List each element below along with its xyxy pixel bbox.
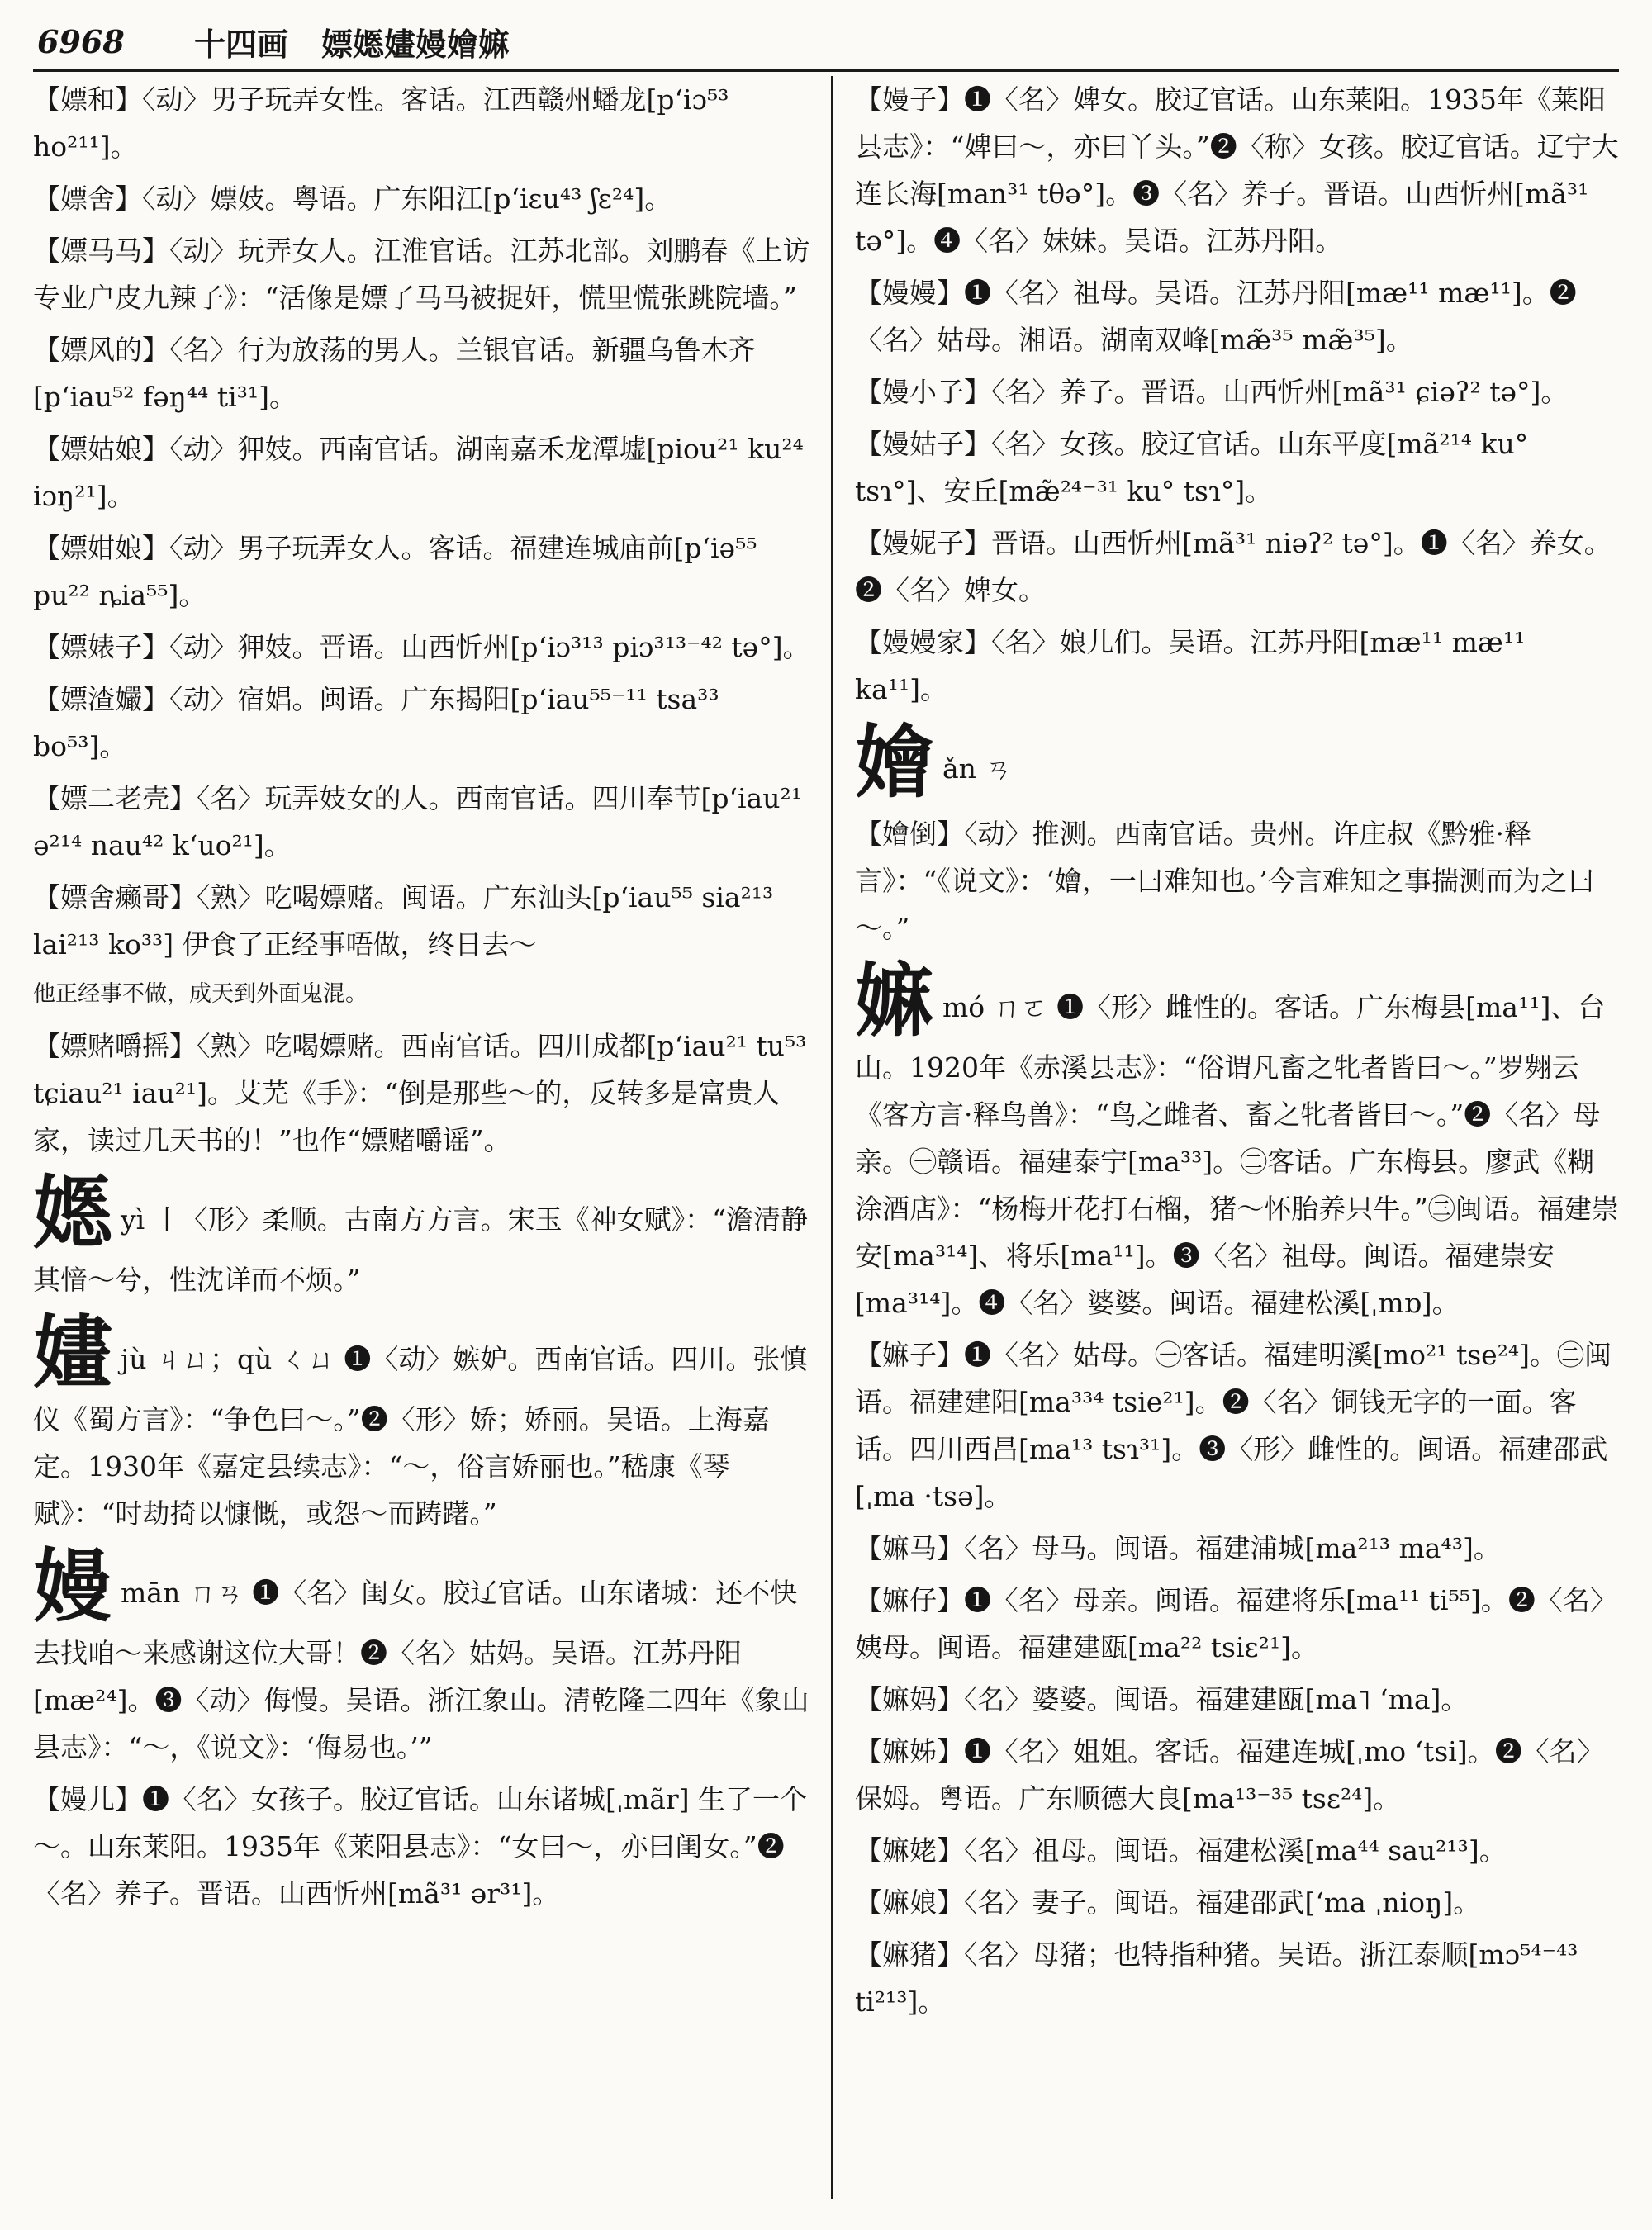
headword-character: 嬒 — [855, 715, 934, 809]
stroke-section: 十四画 — [194, 25, 289, 63]
dictionary-entry: 【嫖舍癞哥】〈熟〉吃喝嫖赌。闽语。广东汕头[pʻiau⁵⁵ sia²¹³ lai²¹³ ko³³] 伊食了正经事唔做，终日去～ 他正经事不做，成天到外面鬼混。 — [33, 881, 774, 1007]
dictionary-entry: 【嫲姊】❶〈名〉姐姐。客话。福建连城[ˌmo ʻtsi]。❷〈名〉保姆。粤语。广东顺德大良[ma¹³⁻³⁵ tsɛ²⁴]。 — [855, 1735, 1604, 1815]
dictionary-entry: 【嫚嫚家】〈名〉娘儿们。吴语。江苏丹阳[mæ¹¹ mæ¹¹ ka¹¹]。 — [855, 626, 1526, 705]
dictionary-entry: 【嫲猪】〈名〉母猪；也特指种猪。吴语。浙江泰顺[mɔ⁵⁴⁻⁴³ ti²¹³]。 — [855, 1938, 1578, 2018]
dictionary-entry: 【嫲姥】〈名〉祖母。闽语。福建松溪[ma⁴⁴ sau²¹³]。 — [855, 1834, 1507, 1867]
headword-entry: 嫲mó ㄇㄛ ❶〈形〉雌性的。客话。广东梅县[ma¹¹]、台山。1920年《赤溪县志》：“俗谓凡畜之牝者皆曰～。”罗翙云《客方言·释鸟兽》：“鸟之雌者、畜之牝者皆曰～。”❷〈名〉母亲。㊀赣语。福建泰宁[ma³³]。㊁客话。广东梅县。廖武《糊涂酒店》：“杨梅开花打石榴，猪～怀胎养只牛。”㊂闽语。福建崇安[ma³¹⁴]、将乐[ma¹¹]。❸〈名〉祖母。闽语。福建崇安[ma³¹⁴]。❹〈名〉婆婆。闽语。福建松溪[ˌmɒ]。 — [855, 954, 1619, 1319]
headword-character: 嫿 — [33, 1306, 112, 1399]
right-column — [855, 76, 1619, 2030]
dictionary-entry: 【嫖风的】〈名〉行为放荡的男人。兰银官话。新疆乌鲁木齐[pʻiau⁵² fəŋ⁴⁴ ti³¹]。 — [33, 334, 756, 413]
dictionary-entry: 【嬒倒】〈动〉推测。西南官话。贵州。许庄叔《黔雅·释言》：“《说文》：‘嬒，一曰难知也。’今言难知之事揣测而为之曰～。” — [855, 818, 1595, 944]
headword-entry: 嫿jù ㄐㄩ；qù ㄑㄩ ❶〈动〉嫉妒。西南官话。四川。张慎仪《蜀方言》：“争色曰～。”❷〈形〉娇；娇丽。吴语。上海嘉定。1930年《嘉定县续志》：“～，俗言娇丽也。”嵇康《琴赋》：“时劫掎以慷慨，或怨～而踌躇。” — [33, 1306, 808, 1530]
headword-entry: 嫚mān ㄇㄢ ❶〈名〉闺女。胶辽官话。山东诸城：还不快去找咱～来感谢这位大哥！❷〈名〉姑妈。吴语。江苏丹阳[mæ²⁴]。❸〈动〉侮慢。吴语。浙江象山。清乾隆二四年《象山县志》：“～，《说文》：‘侮易也。’” — [33, 1540, 809, 1763]
dictionary-entry: 【嫖和】〈动〉男子玩弄女性。客话。江西赣州蟠龙[pʻiɔ⁵³ ho²¹¹]。 — [33, 83, 729, 163]
page-header — [37, 15, 1615, 68]
dictionary-entry: 【嫖渣孍】〈动〉宿娼。闽语。广东揭阳[pʻiau⁵⁵⁻¹¹ tsa³³ bo⁵³]。 — [33, 683, 719, 762]
dictionary-entry: 【嫲子】❶〈名〉姑母。㊀客话。福建明溪[mo²¹ tse²⁴]。㊁闽语。福建建阳[ma³³⁴ tsie²¹]。❷〈名〉铜钱无字的一面。客话。四川西昌[ma¹³ tsɿ³¹]。❸〈形〉雌性的。闽语。福建邵武[ˌma ·tsə]。 — [855, 1339, 1612, 1512]
left-column — [33, 76, 818, 1922]
headword-entry: 嫕yì 丨〈形〉柔顺。古南方方言。宋玉《神女赋》：“澹清静其愔～兮，性沈详而不烦。” — [33, 1166, 809, 1296]
dictionary-entry: 【嫖姑娘】〈动〉狎妓。西南官话。湖南嘉禾龙潭墟[piou²¹ ku²⁴ iɔŋ²¹]。 — [33, 433, 804, 512]
dictionary-entry: 【嫲娘】〈名〉妻子。闽语。福建邵武[ʻma ˌnioŋ]。 — [855, 1886, 1481, 1919]
example-gloss: 他正经事不做，成天到外面鬼混。 — [33, 981, 368, 1007]
dictionary-entry: 【嫚妮子】晋语。山西忻州[mã³¹ niəʔ² tə°]。❶〈名〉养女。❷〈名〉婢女。 — [855, 527, 1612, 606]
dictionary-entry: 【嫚子】❶〈名〉婢女。胶辽官话。山东莱阳。1935年《莱阳县志》：“婢曰～，亦曰丫头。”❷〈称〉女孩。胶辽官话。辽宁大连长海[man³¹ tθə°]。❸〈名〉养子。晋语。山西忻州[mã³¹ tə°]。❹〈名〉妹妹。吴语。江苏丹阳。 — [855, 83, 1619, 257]
dictionary-entry: 【嫚小子】〈名〉养子。晋语。山西忻州[mã³¹ ɕiəʔ² tə°]。 — [855, 376, 1569, 408]
dictionary-entry: 【嫖二老壳】〈名〉玩弄妓女的人。西南官话。四川奉节[pʻiau²¹ ə²¹⁴ nau⁴² kʻuo²¹]。 — [33, 782, 802, 861]
headword-character: 嫕 — [33, 1166, 112, 1260]
dictionary-entry: 【嫚儿】❶〈名〉女孩子。胶辽官话。山东诸城[ˌmãr] 生了一个～。山东莱阳。1935年《莱阳县志》：“女曰～，亦曰闺女。”❷〈名〉养子。晋语。山西忻州[mã³¹ ər³¹]。 — [33, 1783, 808, 1910]
headword-entry: 嬒ǎn ㄢ — [855, 715, 1013, 809]
column-divider — [831, 76, 833, 2199]
dictionary-entry: 【嫚姑子】〈名〉女孩。胶辽官话。山东平度[mã²¹⁴ ku° tsɿ°]、安丘[mæ̃²⁴⁻³¹ ku° tsɿ°]。 — [855, 428, 1529, 507]
header-rule — [33, 69, 1619, 72]
headword-character: 嫚 — [33, 1540, 112, 1633]
dictionary-entry: 【嫖婊子】〈动〉狎妓。晋语。山西忻州[pʻiɔ³¹³ piɔ³¹³⁻⁴² tə°]。 — [33, 631, 810, 663]
dictionary-entry: 【嫖马马】〈动〉玩弄女人。江淮官话。江苏北部。刘鹏春《上访专业户皮九辣子》：“活像是嫖了马马被捉奸，慌里慌张跳院墙。” — [33, 235, 810, 314]
dictionary-entry: 【嫚嫚】❶〈名〉祖母。吴语。江苏丹阳[mæ¹¹ mæ¹¹]。❷〈名〉姑母。湘语。湖南双峰[mæ̃³⁵ mæ̃³⁵]。 — [855, 277, 1577, 356]
dictionary-entry: 【嫲仔】❶〈名〉母亲。闽语。福建将乐[ma¹¹ ti⁵⁵]。❷〈名〉姨母。闽语。福建建瓯[ma²² tsiɛ²¹]。 — [855, 1584, 1617, 1663]
header-characters: 嫖嫕嫿嫚嬒嫲 — [321, 25, 510, 63]
headword-character: 嫲 — [855, 954, 934, 1047]
dictionary-entry: 【嫲马】〈名〉母马。闽语。福建浦城[ma²¹³ ma⁴³]。 — [855, 1532, 1501, 1564]
dictionary-entry: 【嫲妈】〈名〉婆婆。闽语。福建建瓯[ma˥ ʻma]。 — [855, 1683, 1469, 1715]
dictionary-entry: 【嫖舍】〈动〉嫖妓。粤语。广东阳江[pʻiɛu⁴³ ʃɛ²⁴]。 — [33, 183, 672, 215]
page-number: 6968 — [37, 22, 125, 60]
dictionary-entry: 【嫖赌嚼摇】〈熟〉吃喝嫖赌。西南官话。四川成都[pʻiau²¹ tu⁵³ tɕiau²¹ iau²¹]。艾芜《手》：“倒是那些～的，反转多是富贵人家，读过几天书的！”也作“嫖赌嚼谣”。 — [33, 1030, 807, 1156]
dictionary-entry: 【嫖姏娘】〈动〉男子玩弄女人。客话。福建连城庙前[pʻiə⁵⁵ pu²² ȵia⁵⁵]。 — [33, 532, 757, 611]
